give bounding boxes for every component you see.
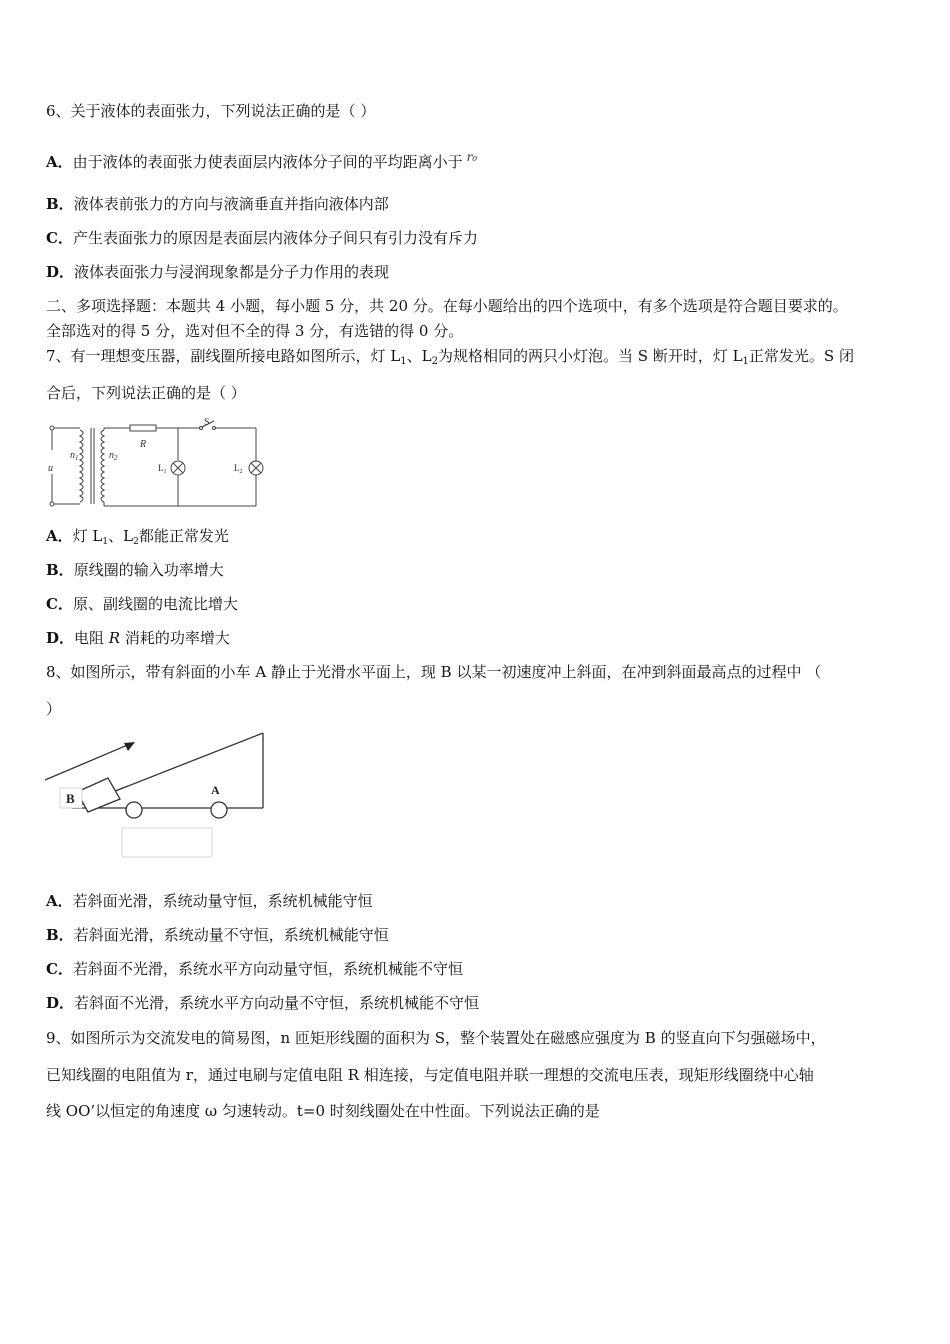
q7-option-b — [46, 559, 224, 581]
option-letter: C． — [46, 229, 73, 247]
subscript: 1 — [102, 537, 109, 547]
option-letter: B． — [46, 926, 74, 944]
r0-symbol: r₀ — [466, 150, 478, 164]
option-text: 产生表面张力的原因是表面层内液体分子间只有引力没有斥力 — [72, 229, 478, 247]
option-letter: B． — [46, 561, 74, 579]
label-l1: $L_1$ — [158, 463, 167, 475]
q6-option-b — [46, 193, 389, 215]
variable-r: R — [108, 629, 121, 647]
option-letter: A． — [46, 527, 73, 545]
option-text: 灯 L — [72, 527, 103, 545]
section2-heading-line2: 全部选对的得 5 分，选对但不全的得 3 分，有选错的得 0 分。 — [46, 322, 464, 340]
option-letter: C． — [46, 595, 73, 613]
q8-stem-line1: 8、如图所示，带有斜面的小车 A 静止于光滑水平面上，现 B 以某一初速度冲上斜面，在冲到斜面最高点的过程中 （ — [46, 663, 822, 681]
q8-stem-line2: ） — [46, 700, 62, 718]
option-text: 若斜面不光滑，系统水平方向动量不守恒，系统机械能不守恒 — [74, 994, 480, 1012]
q7-stem-line2: 合后，下列说法正确的是（ ） — [46, 384, 246, 402]
q7-text-b: 、L — [406, 347, 432, 365]
subscript: 1 — [400, 356, 407, 367]
q6-option-d — [46, 261, 389, 283]
q7-text-c: 为规格相同的两只小灯泡。当 S 断开时，灯 L — [438, 347, 743, 365]
q8-option-c — [46, 958, 463, 980]
subscript: 2 — [133, 537, 139, 547]
label-u: u — [48, 463, 53, 474]
q8-option-d — [46, 992, 479, 1014]
option-text: 原线圈的输入功率增大 — [73, 561, 224, 579]
subscript: 2 — [431, 356, 438, 367]
option-letter: D． — [46, 263, 75, 281]
q7-option-d — [46, 627, 230, 649]
option-letter: B． — [46, 195, 74, 213]
option-text: 若斜面光滑，系统动量不守恒，系统机械能守恒 — [73, 926, 389, 944]
option-text: 、L — [108, 527, 134, 545]
option-text: 若斜面不光滑，系统水平方向动量守恒，系统机械能不守恒 — [72, 960, 463, 978]
option-letter: D． — [46, 994, 75, 1012]
q7-text-d: 正常发光。S 闭 — [748, 347, 854, 365]
q7-stem-line1 — [46, 345, 854, 373]
transformer-circuit-diagram — [44, 416, 268, 510]
option-letter: C． — [46, 960, 73, 978]
label-s: S — [204, 417, 210, 428]
q8-option-a — [46, 890, 373, 912]
label-n2: $n_2$ — [109, 450, 118, 462]
label-l2: $L_2$ — [234, 463, 243, 475]
subscript: 1 — [742, 356, 749, 367]
q7-option-c — [46, 593, 238, 615]
q6-option-c — [46, 227, 478, 249]
option-text: 电阻 — [74, 629, 109, 647]
option-text: 消耗的功率增大 — [120, 629, 230, 647]
q8-option-b — [46, 924, 389, 946]
option-text: 液体表面张力与浸润现象都是分子力作用的表现 — [74, 263, 390, 281]
q6-option-a — [46, 146, 477, 173]
label-r: R — [140, 439, 147, 450]
option-text: 原、副线圈的电流比增大 — [72, 595, 238, 613]
label-a: A — [211, 783, 220, 797]
label-n1: $n_1$ — [70, 450, 79, 462]
option-text: 若斜面光滑，系统动量守恒，系统机械能守恒 — [72, 892, 373, 910]
option-text: 液体表前张力的方向与液滴垂直并指向液体内部 — [73, 195, 389, 213]
q9-stem-line2: 已知线圈的电阻值为 r，通过电刷与定值电阻 R 相连接，与定值电阻并联一理想的交流电压表，现矩形线圈绕中心轴 — [46, 1066, 814, 1084]
q7-option-a — [46, 525, 229, 553]
option-letter: D． — [46, 629, 75, 647]
option-letter: A． — [46, 153, 73, 171]
option-letter: A． — [46, 892, 73, 910]
q9-stem-line3: 线 OO’以恒定的角速度 ω 匀速转动。t=0 时刻线圈处在中性面。下列说法正确的是 — [46, 1102, 600, 1120]
incline-cart-diagram — [42, 728, 270, 860]
q6-stem: 6、关于液体的表面张力，下列说法正确的是（ ） — [46, 102, 376, 120]
q7-text-a: 7、有一理想变压器，副线圈所接电路如图所示，灯 L — [46, 347, 401, 365]
option-text: 由于液体的表面张力使表面层内液体分子间的平均距离小于 — [72, 153, 463, 171]
section2-heading-line1: 二、多项选择题：本题共 4 小题，每小题 5 分，共 20 分。在每小题给出的四个选项中，有多个选项是符合题目要求的。 — [46, 297, 848, 315]
option-text: 都能正常发光 — [138, 527, 229, 545]
q9-stem-line1: 9、如图所示为交流发电的简易图，n 匝矩形线圈的面积为 S，整个装置处在磁感应强度为 B 的竖直向下匀强磁场中， — [46, 1029, 826, 1047]
label-b: B — [66, 791, 75, 806]
